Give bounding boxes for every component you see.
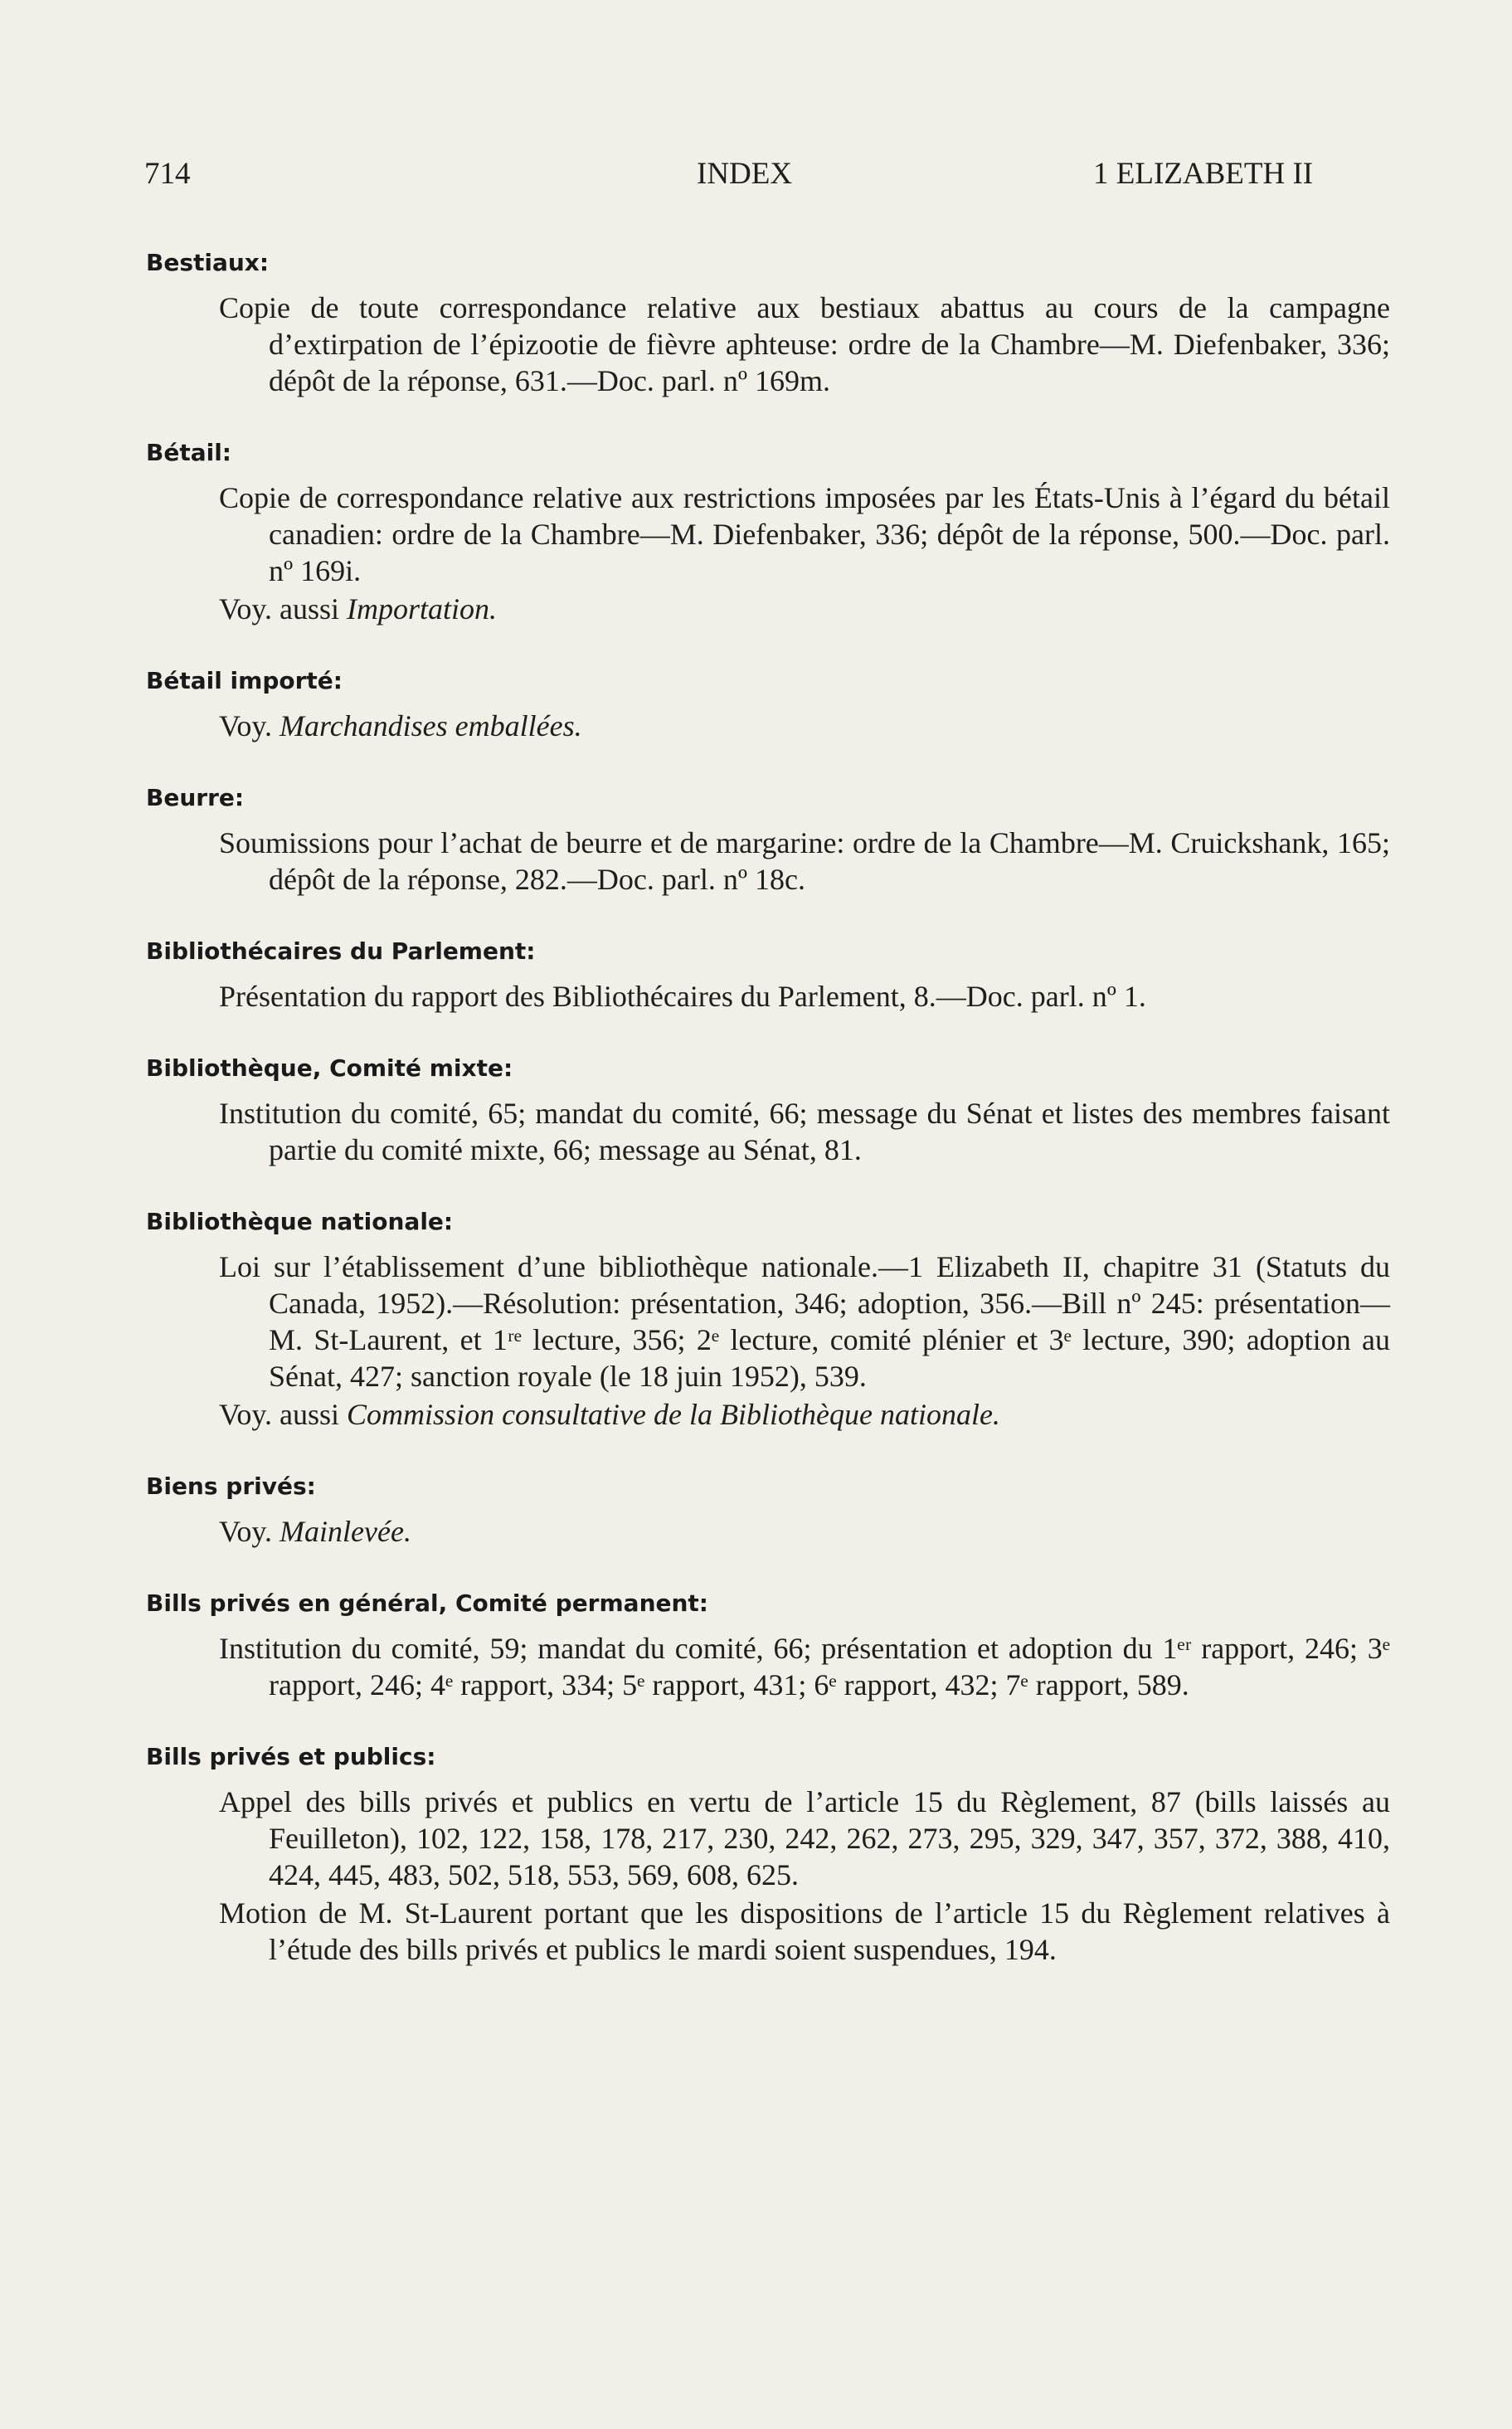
index-entry bbox=[146, 1054, 1390, 1168]
cross-reference-target: Marchandises emballées. bbox=[280, 709, 582, 742]
cross-reference-target: Importation. bbox=[347, 592, 498, 626]
entry-text: Loi sur l’établissement d’une bibliothèque nationale.—1 Elizabeth II, chapitre 31 (Statuts du Canada, 1952).—Résolution: présentation, 346; adoption, 356.—Bill nº 245: présentation—M. St-Laurent, et 1ʳᵉ lecture, 356; 2ᵉ lecture, comité plénier et 3ᵉ lecture, 390; adoption au Sénat, 427; sanction royale (le 18 juin 1952), 539. bbox=[219, 1250, 1390, 1393]
index-entry bbox=[146, 1208, 1390, 1433]
entry-text: Soumissions pour l’achat de beurre et de margarine: ordre de la Chambre—M. Cruickshank, 165; dépôt de la réponse, 282.—Doc. parl. nº 18c. bbox=[219, 826, 1390, 896]
index-entry bbox=[146, 1589, 1390, 1703]
page-number: 714 bbox=[144, 157, 191, 191]
cross-reference bbox=[219, 1513, 1390, 1550]
entry-heading: Bills privés en général, Comité permanent: bbox=[146, 1589, 709, 1617]
entry-heading: Bibliothèque nationale: bbox=[146, 1208, 454, 1235]
index-entry bbox=[146, 937, 1390, 1015]
cross-reference bbox=[219, 1396, 1390, 1433]
entry-text: Institution du comité, 59; mandat du comité, 66; présentation et adoption du 1ᵉʳ rapport, 246; 3ᵉ rapport, 246; 4ᵉ rapport, 334; 5ᵉ rapport, 431; 6ᵉ rapport, 432; 7ᵉ rapport, 589. bbox=[219, 1632, 1390, 1701]
entry-heading: Biens privés: bbox=[146, 1472, 316, 1500]
entry-text: Copie de toute correspondance relative aux bestiaux abattus au cours de la campagne d’extirpation de l’épizootie de fièvre aphteuse: ordre de la Chambre—M. Diefenbaker, 336; dépôt de la réponse, 631.—Doc. parl. nº 169m. bbox=[219, 291, 1390, 397]
entry-heading: Bétail importé: bbox=[146, 667, 343, 694]
cross-reference bbox=[219, 708, 1390, 744]
cross-reference-prefix: Voy. aussi bbox=[219, 592, 340, 626]
index-entry bbox=[146, 1472, 1390, 1550]
entry-heading: Bétail: bbox=[146, 439, 232, 466]
running-head-title: INDEX bbox=[697, 157, 793, 191]
index-entry bbox=[146, 784, 1390, 898]
entry-heading: Bibliothèque, Comité mixte: bbox=[146, 1054, 513, 1082]
entry-text: Institution du comité, 65; mandat du comité, 66; message du Sénat et listes des membres faisant partie du comité mixte, 66; message au Sénat, 81. bbox=[219, 1097, 1390, 1166]
index-entries bbox=[146, 249, 1390, 2008]
index-entry bbox=[146, 439, 1390, 627]
cross-reference-target: Commission consultative de la Bibliothèque nationale. bbox=[347, 1398, 1000, 1431]
entry-heading: Bibliothécaires du Parlement: bbox=[146, 937, 536, 965]
entry-text: Copie de correspondance relative aux restrictions imposées par les États-Unis à l’égard du bétail canadien: ordre de la Chambre—M. Diefenbaker, 336; dépôt de la réponse, 500.—Doc. parl. nº 169i. bbox=[219, 481, 1390, 587]
entry-text: Appel des bills privés et publics en vertu de l’article 15 du Règlement, 87 (bills laissés au Feuilleton), 102, 122, 158, 178, 217, 230, 242, 262, 273, 295, 329, 347, 357, 372, 388, 410, 424, 445, 483, 502, 518, 553, 569, 608, 625. bbox=[219, 1785, 1390, 1891]
cross-reference-prefix: Voy. bbox=[219, 709, 273, 742]
index-entry bbox=[146, 667, 1390, 744]
running-head-volume: 1 ELIZABETH II bbox=[1093, 157, 1314, 191]
entry-heading: Bills privés et publics: bbox=[146, 1743, 436, 1770]
cross-reference-prefix: Voy. bbox=[219, 1515, 273, 1548]
cross-reference-target: Mainlevée. bbox=[280, 1515, 411, 1548]
index-entry bbox=[146, 1743, 1390, 1968]
running-head bbox=[0, 156, 1512, 206]
cross-reference-prefix: Voy. aussi bbox=[219, 1398, 340, 1431]
cross-reference bbox=[219, 591, 1390, 627]
entry-heading: Beurre: bbox=[146, 784, 245, 811]
entry-text: Présentation du rapport des Bibliothécaires du Parlement, 8.—Doc. parl. nº 1. bbox=[219, 980, 1146, 1013]
index-entry bbox=[146, 249, 1390, 399]
entry-text: Motion de M. St-Laurent portant que les dispositions de l’article 15 du Règlement relatives à l’étude des bills privés et publics le mardi soient suspendues, 194. bbox=[219, 1896, 1390, 1966]
entry-heading: Bestiaux: bbox=[146, 249, 270, 276]
